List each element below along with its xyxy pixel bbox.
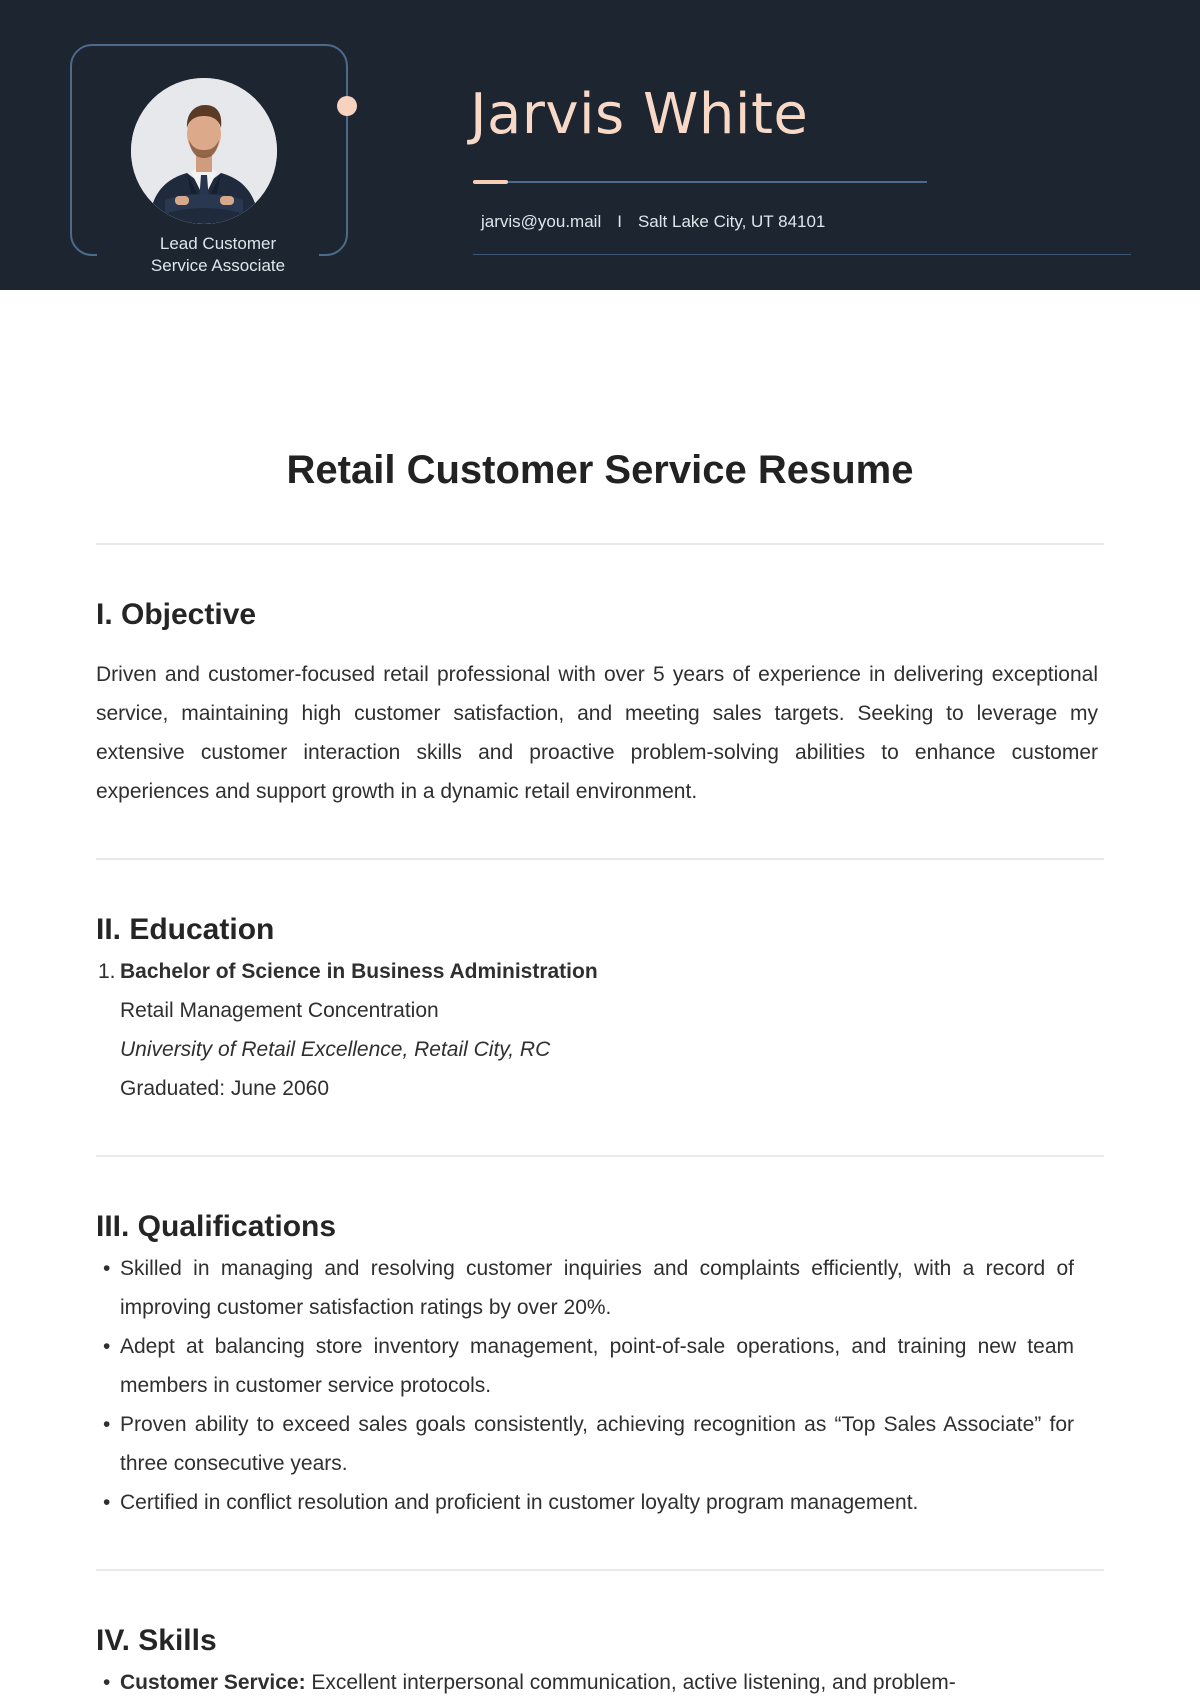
name-underline — [473, 181, 927, 183]
email-text: jarvis@you.mail — [481, 212, 602, 231]
skill-label: Customer Service: — [120, 1671, 306, 1694]
profile-photo — [131, 78, 277, 224]
skills-heading: IV. Skills — [96, 1624, 217, 1657]
divider — [96, 858, 1104, 860]
education-list — [96, 952, 1096, 1108]
list-item: • Skilled in managing and resolving customer inquiries and complaints efficiently, with a record of improving customer satisfaction ratings by over 20%. — [96, 1249, 1074, 1327]
document-title: Retail Customer Service Resume — [286, 448, 914, 492]
graduation-date: Graduated: June 2060 — [120, 1077, 329, 1100]
frame-dot-decoration — [337, 96, 357, 116]
list-item: • Adept at balancing store inventory management, point-of-sale operations, and training new team members in customer service protocols. — [96, 1327, 1074, 1405]
objective-text: Driven and customer-focused retail professional with over 5 years of experience in delivering exceptional service, maintaining high customer satisfaction, and meeting sales targets. Seeking to leverage my extensive customer interaction skills and proactive problem-solving abilities to enhance customer experiences and support growth in a dynamic retail environment. — [96, 663, 1098, 803]
candidate-name: Jarvis White — [470, 82, 809, 147]
job-title: Lead Customer Service Associate — [150, 234, 286, 275]
contact-separator: I — [617, 212, 622, 231]
name-underline-accent — [473, 180, 508, 184]
divider — [96, 543, 1104, 545]
objective-heading: I. Objective — [96, 598, 257, 631]
location-text: Salt Lake City, UT 84101 — [637, 212, 826, 231]
skills-list — [96, 1663, 1074, 1701]
person-portrait-icon — [131, 78, 277, 224]
contact-info — [481, 210, 825, 234]
divider — [96, 1155, 1104, 1157]
skill-text: Excellent interpersonal communication, active listening, and problem- — [311, 1671, 956, 1694]
qualifications-heading: III. Qualifications — [96, 1210, 337, 1243]
education-item — [96, 952, 1096, 1108]
list-item — [96, 1663, 1074, 1701]
school-name: University of Retail Excellence, Retail City, RC — [120, 1038, 551, 1061]
list-number: 1. — [98, 960, 116, 983]
degree-concentration: Retail Management Concentration — [120, 999, 439, 1022]
divider — [96, 1569, 1104, 1571]
qualifications-list — [96, 1249, 1074, 1522]
degree-name: Bachelor of Science in Business Administration — [120, 960, 598, 983]
list-item: • Proven ability to exceed sales goals consistently, achieving recognition as “Top Sales Associate” for three consecutive years. — [96, 1405, 1074, 1483]
contact-divider — [473, 254, 1131, 255]
education-heading: II. Education — [96, 913, 275, 946]
resume-header — [0, 0, 1200, 290]
list-item: • Certified in conflict resolution and proficient in customer loyalty program management. — [96, 1483, 1074, 1522]
